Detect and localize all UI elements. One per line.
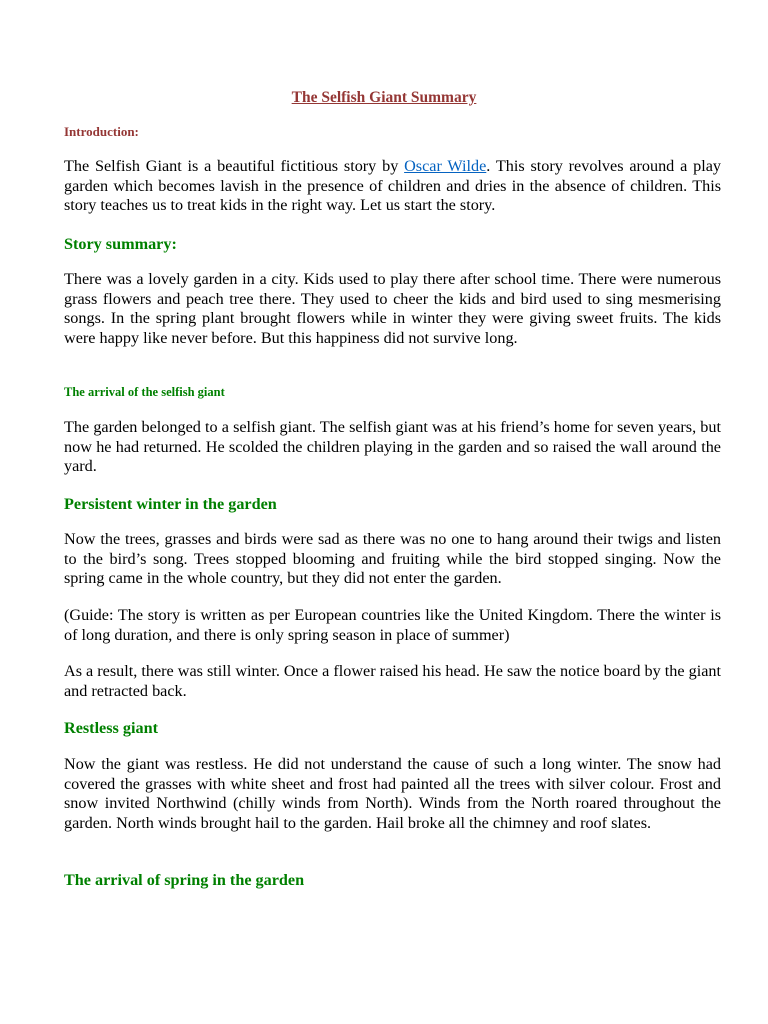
arrival-giant-paragraph: The garden belonged to a selfish giant. The selfish giant was at his friend’s home for seven years, but now he had returned. He scolded the children playing in the garden and so raised the wall around the yard. — [64, 418, 721, 476]
arrival-giant-heading: The arrival of the selfish giant — [64, 385, 225, 399]
oscar-wilde-link[interactable]: Oscar Wilde — [404, 157, 487, 175]
guide-note-paragraph: (Guide: The story is written as per European countries like the United Kingdom. There the winter is of long duration, and there is only spring season in place of summer) — [64, 606, 721, 644]
story-summary-heading: Story summary: — [64, 235, 177, 253]
intro-text-end: . This story revolves around a play garden which becomes lavish in the presence of children and dries in the absence of children. This story teaches us to treat kids in the right way. Let us start the story. — [64, 157, 721, 215]
intro-text-start: The Selfish Giant is a beautiful fictitious story by — [64, 157, 405, 175]
restless-giant-paragraph: Now the giant was restless. He did not understand the cause of such a long winter. The snow had covered the grasses with white sheet and frost had painted all the trees with silver colour. Frost and snow invited Northwind (chilly winds from North). Winds from the North roared throughout the garden. North winds brought hail to the garden. Hail broke all the chimney and roof slates. — [64, 755, 721, 833]
restless-giant-heading: Restless giant — [64, 719, 158, 737]
persistent-winter-paragraph-3: As a result, there was still winter. Once a flower raised his head. He saw the notice board by the giant and retracted back. — [64, 662, 721, 700]
persistent-winter-heading: Persistent winter in the garden — [64, 495, 277, 513]
story-summary-paragraph: There was a lovely garden in a city. Kids used to play there after school time. There were numerous grass flowers and peach tree there. They used to cheer the kids and bird used to sing mesmerising songs. In the spring plant brought flowers while in winter they were giving sweet fruits. The kids were happy like never before. But this happiness did not survive long. — [64, 270, 721, 348]
intro-paragraph — [64, 157, 721, 216]
introduction-label: Introduction: — [64, 124, 139, 139]
persistent-winter-paragraph-1: Now the trees, grasses and birds were sad as there was no one to hang around their twigs and listen to the bird’s song. Trees stopped blooming and fruiting while the bird stopped singing. Now the spring came in the whole country, but they did not enter the garden. — [64, 530, 721, 588]
document-title: The Selfish Giant Summary — [291, 89, 477, 106]
arrival-spring-heading: The arrival of spring in the garden — [64, 871, 305, 889]
